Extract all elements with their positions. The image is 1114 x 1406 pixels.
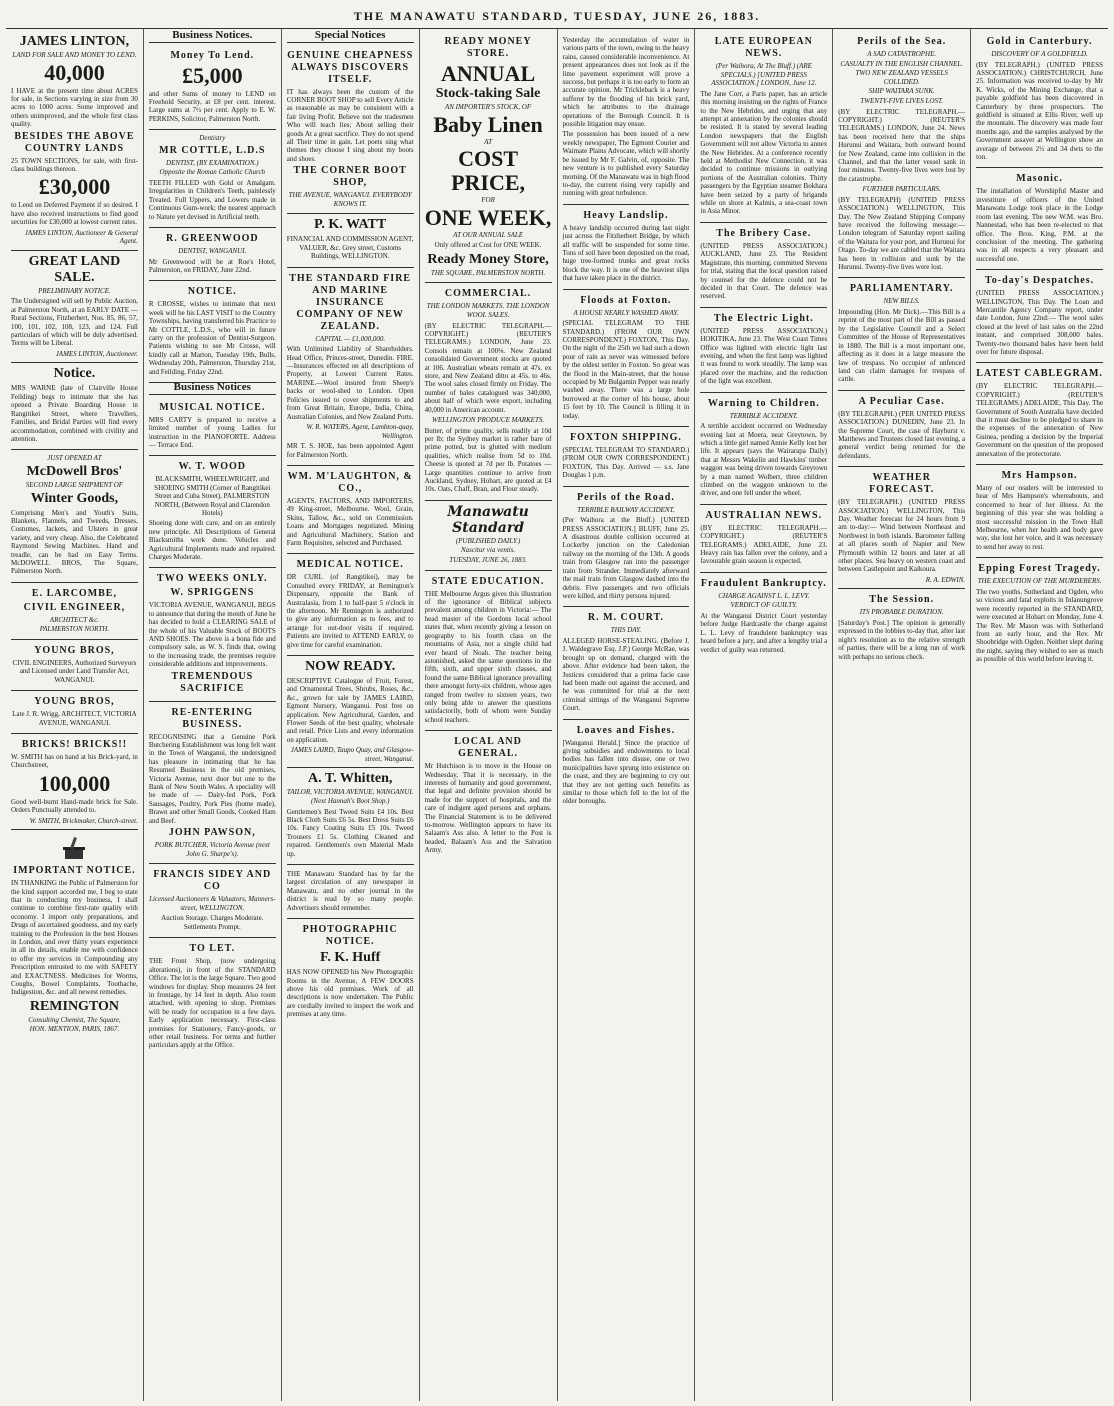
second-shipment: SECOND LARGE SHIPMENT OF <box>25 480 124 489</box>
floods-heading: Floods at Foxton. <box>580 294 672 306</box>
cottle-location: Opposite the Roman Catholic Church <box>159 168 266 177</box>
remington-sub: Consulting Chemist, The Square, <box>28 1015 121 1024</box>
floods-sub: A HOUSE NEARLY WASHED AWAY. <box>573 308 679 317</box>
paper-nameplate <box>425 501 552 571</box>
spriggens-ad <box>149 568 276 701</box>
loaves-article <box>563 720 690 812</box>
winter-text: Comprising Men's and Youth's Suits, Blankets, Flannels, and Tweeds, Dresses, Costumes, Jackets, and Ulsters in great variety, and very cheap. Also, the Celebrated Raymond Sewing Machines. Hand and treadle, can be had on Easy Terms. McDOWELL BROS, The Square, Palmerston North. <box>11 508 138 576</box>
sacrifice-heading: TREMENDOUS SACRIFICE <box>171 670 254 694</box>
column-7 <box>833 29 971 1401</box>
to-let-ad <box>149 938 276 1055</box>
shipping-article <box>563 427 690 487</box>
verdict: VERDICT OF GUILTY. <box>730 601 798 610</box>
just-opened: JUST OPENED AT <box>47 454 102 463</box>
capital: CAPITAL — £1,000,000. <box>315 334 386 343</box>
mortar-pestle-icon <box>57 835 91 863</box>
reentering-heading: RE-ENTERING BUSINESS. <box>171 706 254 730</box>
now-ready: NOW READY. <box>305 659 396 674</box>
larcombe-name: E. LARCOMBE, <box>31 587 117 599</box>
young-bros-ad-2 <box>11 691 138 734</box>
crosse-text: R CROSSE, wishes to intimate that next week will be his LAST VISIT to the Country Townships, having transferred his Practice to Mr COTTLE, L.D.S., who will in future carry on the profession of Dentist-Surgeon. Patients wishing to see Mr Crosse, will kindly call at Marton, Tuesday 19th, Bulls, Wednesday 20th, Palmerston, Thursday 21st, and Feilding, Friday 22nd. <box>148 300 276 376</box>
manawatu-notice <box>287 865 414 919</box>
landslip-article <box>563 205 690 290</box>
further-particulars: FURTHER PARTICULARS. <box>862 185 941 194</box>
lives-lost: TWENTY-FIVE LIVES LOST. <box>860 96 944 105</box>
todays-heading: To-day's Despatches. <box>985 275 1095 287</box>
london-markets: THE LONDON MARKETS. THE LONDON WOOL SALES. <box>426 302 550 319</box>
whitten-sub: TAILOR, VICTORIA AVENUE, WANGANUI. (Next Hannah's Boot Shop.) <box>286 788 414 806</box>
dentistry-label: Dentistry <box>199 134 226 143</box>
standard-text: With Unlimited Liability of Shareholders. Head Office, Princes-street, Dunedin. FIRE.—Insurances effected on all descriptions of Property, at Lowest Current Rates. MARINE.—Wool insured from Sheep's backs or wool-shed to London. Open Policies issued to cover shipments to and from Great Britain, Europe, India, China, Australian Colonies, and New Zealand Ports. <box>286 345 414 421</box>
loaves-text: [Wanganui Herald.] Since the practice of giving subsidies and endowments to local bodies has fallen into disuse, one or two municipalities have sprung into existence on the coast, and they are beginning to cry out that they are not getting such benefits as similar to those which fell to the lot of the older boroughs. <box>562 738 690 806</box>
fraud-article <box>700 573 827 660</box>
wellington-text: Butter, of prime quality, sells readily at 10d per lb; the Sydney market is rather bare of prime potted, but is glutted with medium qualities, which realise from 5d to 10d. Cheese is quoted at 7d per lb. Potatoes — Large quantities continue to arrive from Auckland, Sydney, Hobart, are quoted at £4 10s. Oats, Chaff, Bran, and Flour steady. <box>424 426 552 494</box>
at-our: AT OUR ANNUAL SALE <box>453 230 524 239</box>
peculiar-text: (BY TELEGRAPH.) (PER UNITED PRESS ASSOCIATION.) DUNEDIN, June 23. In the Supreme Court, the case of Hayhurst v. Matthews and Trustees closed last evening, a general verdict being returned for the defendants. <box>838 409 966 460</box>
electric-article <box>700 308 827 393</box>
sidey-text: Auction Storage. Charges Moderate. Settlements Prompt. <box>161 914 264 931</box>
fraud-sub: CHARGE AGAINST L. L. LEVY. <box>718 591 810 600</box>
laird-ad <box>287 656 414 768</box>
local-heading: LOCAL AND GENERAL. <box>454 736 522 760</box>
further-text: (BY TELEGRAPH) (UNITED PRESS ASSOCIATION.) WELLINGTON, This Day. The New Zealand Shipping Company have received the following message:— London telegram of Saturday report sailing of the Waitara for your port, and Hurunui for Otago. To-day we are cabled that the Waitara has been in collision and sunk by the Hurunui. Twenty-five lives were lost. <box>838 195 966 272</box>
european-sub: (Per Waihora, At The Bluff.) (ARE SPECIALS.) [UNITED PRESS ASSOCIATION.] LONDON, June 12. <box>711 62 817 88</box>
lend-text: to Lend on Deferred Payment if so desired. I have also received instructions to find good securities for £30,000 at lowest current rates. <box>11 201 138 227</box>
epping-sub: THE EXECUTION OF THE MURDERERS. <box>977 577 1102 586</box>
parliamentary-article <box>838 278 965 390</box>
town-sections: 25 TOWN SECTIONS, for sale, with first-class buildings thereon. <box>11 156 138 174</box>
cottle-ad <box>149 130 276 228</box>
session-heading: The Session. <box>869 594 935 606</box>
latest-text: (BY ELECTRIC TELEGRAPH.—COPYRIGHT.) (REUTER'S TELEGRAMS.) ADELAIDE, This Day. The Government of South Australia have decided that it must decline to be pledged to share in the expenses of the annexation of New Guinea, pending a decision by the Imperial Government on the question of the proposed annexation of the protectorate. <box>976 382 1103 458</box>
warning-heading: Warning to Children. <box>707 397 820 409</box>
parliamentary-text: Impounding (Hon. Mr Dick).—This Bill is a reprint of the most part of the Bill as passed by the Legislative Council and a Select Committee of the House of Representatives in 1880. The Bill is a most important one, affecting as it does in a large measure the law of trespass. No occupier of unfenced land can claim damages for trespass of cattle. <box>838 308 966 384</box>
whitten-name: A. T. Whitten, <box>307 771 393 787</box>
warning-sub: TERRIBLE ACCIDENT. <box>729 411 798 420</box>
huff-name: F. K. Huff <box>320 950 381 966</box>
bricks-more: Good well-burnt Hand-made brick for Sale. Orders Punctually attended to. <box>11 797 138 815</box>
education-heading: STATE EDUCATION. <box>431 575 545 587</box>
two-weeks: TWO WEEKS ONLY. <box>157 573 268 585</box>
musical-ad <box>149 397 276 457</box>
importer: AN IMPORTER'S STOCK, OF <box>444 103 532 111</box>
edwin-signature: R. A. EDWIN. <box>925 575 966 584</box>
acres-number: 40,000 <box>44 59 105 85</box>
business-notices-header-2: Business Notices <box>149 383 276 395</box>
sidey-name: FRANCIS SIDEY AND CO <box>153 869 272 893</box>
remington-ad <box>11 830 138 1039</box>
rm-court-text: ALLEGED HORSE-STEALING. (Before J. J. Waldegrave Esq. J.P.) George McRae, was brought up on demand, charged with the above. After evidence had been taken, the Justices considered that a prima facie case had been made out against the accused, and he was committed for trial at the next criminal sittings of the Wanganui Supreme Court. <box>562 636 690 713</box>
commercial-heading: COMMERCIAL. <box>444 288 532 300</box>
corner-boot-sub: THE AVENUE, WANGANUI. EVERYBODY KNOWS IT. <box>288 191 412 208</box>
besides-heading: BESIDES THE ABOVE COUNTRY LANDS <box>14 130 135 154</box>
two-nz-vessels: TWO NEW ZEALAND VESSELS COLLIDED. <box>855 69 948 86</box>
warning-text: A terrible accident occurred on Wednesday evening last at Moera, near Greytown, by which a little girl named Annie Kelly lost her life. It appears (says the Wairarapa Daily) that at Messrs Wakelin and Hawkins' timber waggon was being driven towards Greytown by a man named Wolbert, three children climbed on the waggon unknown to the driver, and one fell under the wheel. <box>700 422 828 498</box>
for-label: FOR <box>481 196 495 205</box>
session-text: [Saturday's Post.] The opinion is generally expressed in the lobbies to-day that, after last night's resolution as to the relative strength of parties, there will be a long run of work with perhaps no serious check. <box>838 619 966 661</box>
peculiar-article <box>838 391 965 467</box>
masonic-article <box>976 168 1103 270</box>
perils-sea-article <box>838 31 965 278</box>
rm-court-heading: R. M. COURT. <box>587 612 665 624</box>
perils-road-sub: TERRIBLE RAILWAY ACCIDENT. <box>577 505 675 514</box>
special-notices-header: Special Notices <box>287 31 414 43</box>
column-4 <box>420 29 558 1401</box>
wood-text: Shoeing done with care, and on an entirely new principle. All Descriptions of General Blacksmiths work done. Vehicles and Agricultural Implements made and repaired. Charges Moderate. <box>148 519 276 561</box>
gold-sub: DISCOVERY OF A GOLDFIELD. <box>991 50 1088 58</box>
great-land-text: The Undersigned will sell by Public Auction, at Palmerston North, at an EARLY DATE — Rural Sections, Fitzherbert, Nos. 85, 86, 57, 100, 101, 102, 108, 123, and 124. Full particulars of which will be duly advertised. Terms will be Liberal. <box>11 297 138 348</box>
laird-signature: JAMES LAIRD, Taupo Quay, and Glasgow-street, Wanganui. <box>290 746 414 763</box>
watt-name: P. K. WATT <box>314 217 387 233</box>
remington-honour: HON. MENTION, PARIS, 1867. <box>29 1025 120 1034</box>
gold-text: (BY TELEGRAPH.) (UNITED PRESS ASSOCIATION.) CHRISTCHURCH, June 25. Information was received to-day by Mr K. Wicks, of the Mining Exchange, that a payable goldfield has been discovered in Canterbury by three prospectors. The goldfield is situated at Ellis River, well up the mountain. The discovery was made four months ago, and the samples analysed by the Government assayer at Wellington show an average of between 2½ and 34 dwts to the ton. <box>976 60 1103 162</box>
catastrophe: A SAD CATASTROPHE. <box>867 50 937 58</box>
mclaughton-name: WM. M'LAUGHTON, & CO., <box>287 470 413 494</box>
watt-sub: FINANCIAL AND COMMISSION AGENT, VALUER, &c. Grey street, Customs Buildings, WELLINGTON. <box>286 235 414 261</box>
epping-text: The two youths, Sutherland and Ogden, who so vicious and fatal exploits in Inlanungrove were recently reported in the STANDARD, were executed at Hobart on Monday, June 4. The Rev. Mr Mason was with Sutherland from an early hour, and the Rev. Mr Shoobridge with Ogden. Neither slept during the night, saying they wished to see as much as possible of this world before leaving it. <box>976 587 1103 664</box>
notice-heading: Notice. <box>53 366 96 382</box>
hampson-heading: Mrs Hampson. <box>1001 470 1078 482</box>
only-offered: Only offered at Cost for ONE WEEK. <box>434 241 542 250</box>
pawson-sub: PORK BUTCHER, Victoria Avenue (next John G. Sharpe's). <box>154 841 270 858</box>
money-text: and other Sums of money to LEND on Freehold Security, at £8 per cent. interest. Large sums at 7½ per cent. Apply to E. W. PERKINS, Solicitor, Palmerston North. <box>148 89 276 123</box>
money-amount: £5,000 <box>182 62 243 88</box>
australian-heading: AUSTRALIAN NEWS. <box>705 509 823 521</box>
young-bros-2: YOUNG BROS, <box>34 696 115 708</box>
column-8 <box>971 29 1108 1401</box>
epping-heading: Epping Forest Tragedy. <box>978 563 1101 575</box>
latest-article <box>976 363 1103 465</box>
waitara-sunk: SHIP WAITARA SUNK. <box>868 87 935 96</box>
bribery-heading: The Bribery Case. <box>716 227 812 239</box>
hampson-text: Many of our readers will be interested to hear of Mrs Hampson's whereabouts, and concerned to hear of her illness. At the beginning of this year she was holding a most successful mission in the Town Hall Melbourne, when her health and body gave way, she lost her voice, and it was necessary to send her away to rest. <box>976 484 1103 551</box>
linton-ad <box>11 31 138 251</box>
masonic-text: The installation of Worshipful Master and investiture of officers of the United Manawatu Lodge took place in the Lodge room last evening. The new W.M. was Bro. Nannestad, who has been re-elected to that office. The Bros. King, P.M. at the conclusion of the meeting. The gathering was in all respects a very pleasant and successful one. <box>976 187 1103 263</box>
young-bros-ad-1 <box>11 640 138 691</box>
weather-article <box>838 467 965 589</box>
peculiar-heading: A Peculiar Case. <box>858 395 945 407</box>
lend-amount: £30,000 <box>38 174 111 200</box>
greenwood-text: Mr Greenwood will be at Roe's Hotel, Palmerston, on FRIDAY, June 22nd. <box>148 257 276 275</box>
great-land-heading: GREAT LAND SALE. <box>28 253 121 285</box>
wood-sub: BLACKSMITH, WHEELWRIGHT, and SHOEING SMITH (Corner of Rangitikei Street and Cuba Street), PALMERSTON NORTH, (Between Royal and Clarendon Hotels) <box>154 475 271 517</box>
warning-article <box>700 393 827 505</box>
mcdowell-name: McDowell Bros' <box>26 463 123 479</box>
published-daily: (PUBLISHED DAILY.) <box>455 536 521 545</box>
this-day: THIS DAY. <box>610 626 642 635</box>
corner-boot-name: THE CORNER BOOT SHOP, <box>293 165 407 189</box>
local-continued <box>563 31 690 205</box>
new-bills: NEW BILLS. <box>883 297 920 306</box>
column-2 <box>144 29 282 1401</box>
local-general <box>425 731 552 860</box>
local-text-2: The possession has been issued of a new weekly newspaper, The Egmont Courier and Waimate Plains Advocate, which will shortly be issued by Mr F. Galvin, of, opposite. The new venture is to published every Saturday morning. Of the Manawatu was in high flood to-day, the current rising very rapidly and running with great turbulence. <box>562 130 690 198</box>
annual: ANNUAL <box>441 61 536 86</box>
remington-name: REMINGTON <box>29 998 120 1014</box>
latest-heading: LATEST CABLEGRAM. <box>976 368 1103 380</box>
cottle-sub: DENTIST, (BY EXAMINATION.) <box>166 158 259 167</box>
linton-signature: JAMES LINTON, Auctioneer & General Agent. <box>24 228 138 246</box>
great-land-sale-ad <box>11 251 138 364</box>
shipping-heading: FOXTON SHIPPING. <box>569 432 682 444</box>
bricks-heading: BRICKS! BRICKS!! <box>21 738 128 750</box>
business-notices-header: Business Notices. <box>149 31 276 43</box>
bricks-ad <box>11 734 138 830</box>
epping-article <box>976 558 1103 669</box>
columns <box>6 28 1108 1401</box>
mcdowell-ad <box>11 450 138 582</box>
waters-signature: W. R. WATERS, Agent, Lambton-quay, Wellington. <box>306 422 414 440</box>
young-bros-2-sub: Late J. R. Wrigg, ARCHITECT, VICTORIA AVENUE, WANGANUI. <box>12 710 137 727</box>
baby-linen: Baby Linen <box>433 111 543 137</box>
money-to-lend-ad <box>149 45 276 131</box>
now-ready-text: DESCRIPTIVE Catalogue of Fruit, Forest, and Ornamental Trees, Shrubs, Roses, &c., &c., grown for sale by JAMES LAIRD, Egmont Nursery, Wanganui. Post free on application. New Agricultural, Garden, and Flower Seeds of the best quality, wholesale and retail. Price Lists and every information on application. <box>286 677 414 744</box>
palmerston-north: PALMERSTON NORTH. <box>39 625 110 634</box>
column-3 <box>282 29 420 1401</box>
spriggens-name: W. SPRIGGENS <box>170 587 255 599</box>
greenwood-ad <box>149 228 276 281</box>
pawson-ad <box>149 702 276 865</box>
genuine-heading: GENUINE CHEAPNESS ALWAYS DISCOVERS ITSELF. <box>287 49 414 85</box>
winter-goods: Winter Goods, <box>30 490 119 506</box>
european-news <box>700 31 827 223</box>
genuine-text: IT has always been the custom of the CORNER BOOT SHOP to sell Every Article as reasonable as may be consistent with a fair living Profit. Believe not the tradesmen Who will teach lies; About selling their goods At a great sacrifice. They do not spend all Their time in gain. Let poets sing what themes they choose I sing about my boots and shoes. <box>286 87 414 163</box>
bribery-article <box>700 223 827 308</box>
electric-heading: The Electric Light. <box>713 312 814 324</box>
mclaughton-text: AGENTS, FACTORS, AND IMPORTERS, 49 King-street, Melbourne. Wool, Grain, Skins, Tallow, &c., sold on Commission. Loans and Mortgages negotiated. Mining and Agricultural Machinery, Station and Farm Requisites, selected and Purchased. <box>286 496 414 547</box>
whitten-ad <box>287 768 414 865</box>
education-article <box>425 571 552 732</box>
musical-heading: MUSICAL NOTICE. <box>159 401 266 413</box>
column-5 <box>558 29 696 1401</box>
hoe-text: MR T. S. HOE, has been appointed Agent for Palmerston North. <box>286 442 414 459</box>
european-heading: LATE EUROPEAN NEWS. <box>714 36 813 59</box>
money-heading: Money To Lend. <box>170 49 255 61</box>
ready-money-ad <box>425 31 552 283</box>
linton-name: JAMES LINTON, <box>19 34 130 49</box>
shipping-text: (SPECIAL TELEGRAM TO STANDARD.) (FROM OUR OWN CORRESPONDENT.) FOXTON, This Day. Arrived — s.s. Jane Douglas 1 p.m. <box>562 446 690 480</box>
session-article <box>838 589 965 667</box>
electric-text: (UNITED PRESS ASSOCIATION.) HOKITIKA, June 23. The West Coast Times Office was lighted with electric light last evening, and when the first lamp was lighted it was found to work steadily. The lamp was placed over the machine, and the reduction of the light was excellent. <box>700 326 828 386</box>
london-text: (BY ELECTRIC TELEGRAPH.—COPYRIGHT.) (REUTER'S TELEGRAMS.) LONDON, June 23. Consols remain at 100⅛. New Zealand consolidated Government stocks are quoted at 106. Australian wheats remain at 47s. ex store, and New Zealand ditto at 45s. to 46s. The wool sales closed firmly on Friday. The number of bales catalogued was 340,000, about half of which were export, including 40,000 in American account. <box>424 321 552 414</box>
linton-auctioneer: JAMES LINTON, Auctioneer. <box>55 349 138 358</box>
column-1 <box>6 29 144 1401</box>
fraud-text: At the Wanganui District Court yesterday before Judge Hardcastle the charge against L. L. Levy of fraudulent bankruptcy was heard before a jury, and after a lengthy trial a verdict of guilty was returned. <box>700 612 828 654</box>
manawatu-notice-text: THE Manawatu Standard has by far the largest circulation of any newspaper in Manawatu, and no other journal in the district is read by so many people. Advertisers should remember. <box>286 870 414 912</box>
linton-sub: LAND FOR SALE AND MONEY TO LEND. <box>12 51 137 59</box>
wellington-markets: WELLINGTON PRODUCE MARKETS. <box>432 416 545 425</box>
perils-sea-text: (BY ELECTRIC TELEGRAPH.—COPYRIGHT.) (REUTER'S TELEGRAMS.) LONDON, June 24. News has been received here that the ships Hurunui and Waitara, both outward bound for New Zealand, came into collision in the Channel, and that the latter vessel sank in four minutes. Twenty-five lives were lost by the catastrophe. <box>838 107 966 183</box>
larcombe-ad <box>11 583 138 640</box>
prelim-notice: PRELIMINARY NOTICE. <box>38 286 111 295</box>
fraud-heading: Fraudulent Bankruptcy. <box>700 577 827 589</box>
standard-heading: THE STANDARD FIRE AND MARINE INSURANCE COMPANY OF NEW ZEALAND. <box>289 272 412 332</box>
civil-engineer: CIVIL ENGINEER, <box>23 601 126 613</box>
wood-ad <box>149 456 276 568</box>
acres-text: I HAVE at the present time about ACRES for sale, in Sections varying in size from 30 acres to 1000 acres. Some improved and others unimproved, and the whole first class quality. <box>11 86 138 129</box>
important-text: IN THANKING the Public of Palmerston for the kind support accorded me, I beg to state that in conducting my business, I shall continue to combine first-rate quality with economy. I import only preparations, and Drugs of ascertained goodness, and my early training to the Profession in the best Houses in London, and over thirty years experience in all its details, enable me with confidence to offer my services in Compounding any Prescription entrusted to me with SAFETY and EXACTNESS. Medicines for Worms, Coughs, Bowel Complaints, Toothache, Indigestion, &c. and all newest remedies. <box>11 879 138 997</box>
perils-road-heading: Perils of the Road. <box>576 491 675 503</box>
standard-insurance-ad <box>287 268 414 466</box>
sidey-ad <box>149 864 276 938</box>
local-text: Mr Hutchison is to move in the House on Wednesday, That it is necessary, in the interests of humanity and good government, that legal and definite provision should be made for the support of hospitals, and the care of indigent aged persons and orphans. The Financial Statement is to be delivered to-morrow. Wellington appears to have its Salaam's Ass also. A letter to the Post is headed, Balaam's Ass and the Salvation Army. <box>424 762 552 855</box>
issue-date: TUESDAY, JUNE 26, 1883. <box>449 556 527 565</box>
whitten-text: Gentlemen's Best Tweed Suits £4 10s. Best Black Cloth Suits £6 5s. Best Dress Suits £6 10s. Fancy Coating Suits £5 10s. Tweed Trousers £1 5s. Clothing Cleaned and repaired. Gentlemen's own Material Made up. <box>286 807 414 858</box>
commercial-section <box>425 283 552 501</box>
ready-money-heading: READY MONEY STORE. <box>444 36 532 59</box>
ready-money-store: Ready Money Store, <box>427 251 549 267</box>
photo-heading: PHOTOGRAPHIC NOTICE. <box>302 924 398 948</box>
motto: Nascitur via ventis. <box>460 546 516 555</box>
spriggens-text: VICTORIA AVENUE, WANGANUI, BEGS to announce that during the month of June he has decided to hold a CLEARING SALE of the whole of his Valuable Stock of BOOTS AND SHOES. The above is a bona fide and compulsory sale, as W. S. finds that, owing to the increasing trade, the premises require considerable additions and improvements. <box>148 601 276 669</box>
todays-text: (UNITED PRESS ASSOCIATION.) WELLINGTON, This Day. The Loan and Mercantile Agency Company report, under date London, June 22nd:— The wool sales closed at the level of last sales on the 22nd instant, and comprised 308,000 bales. Twenty-two thousand bales have been held over for future disposal. <box>976 289 1103 356</box>
gold-heading: Gold in Canterbury. <box>986 36 1093 47</box>
to-let-heading: TO LET. <box>189 943 236 955</box>
architect: ARCHITECT &c. <box>49 615 100 624</box>
loaves-heading: Loaves and Fishes. <box>576 724 676 736</box>
floods-article <box>563 290 690 427</box>
sidey-sub: Licensed Auctioneers & Valuators, Manners-street, WELLINGTON. <box>149 895 276 912</box>
medical-ad <box>287 554 414 656</box>
australian-text: (BY ELECTRIC TELEGRAPH.—COPYRIGHT.) (REUTER'S TELEGRAMS.) ADELAIDE, June 23. Heavy rain has fallen over the colony, and a favourable grain season is expected. <box>700 523 828 566</box>
weather-text: (BY TELEGRAPH.) (UNITED PRESS ASSOCIATION.) WELLINGTON, This Day. Weather forecast for 24 hours from 9 am to-day:— Wind between Northeast and Northwest in both islands. Barometer falling at all places south of Napier and New Plymouth within 12 hours and later at all other places. Sea heavy on western coast and between Castlepoint and Kaikoura. <box>838 498 966 574</box>
smith-signature: W. SMITH, Brickmaker, Church-street. <box>29 816 138 825</box>
landslip-heading: Heavy Landslip. <box>583 209 669 221</box>
bricks-text: W. SMITH has on hand at his Brick-yard, in Churchstreet, <box>11 752 138 770</box>
one-week: ONE WEEK, <box>424 204 552 230</box>
notice-ad <box>11 363 138 450</box>
gold-article <box>976 31 1103 168</box>
parliamentary-heading: PARLIAMENTARY. <box>849 283 954 295</box>
local-text-1: Yesterday the accumulation of water in various parts of the town, owing to the heavy rains, caused considerable inconvenience. At present appearances does not look as if the lime pavement experiment will prove a success, but perhaps it is too early to form an accurate opinion. Mr Trickleback is a heavy sufferer by the flooding of his brick yard, which he attributes to the drainage operations of the Borough Council. It is possible litigation may ensue. <box>562 36 690 129</box>
wood-name: W. T. WOOD <box>178 461 247 473</box>
huff-ad <box>287 919 414 1024</box>
bricks-number: 100,000 <box>38 770 111 796</box>
musical-text: MRS CARTY is prepared to receive a limited number of young Ladies for instruction in the PIANOFORTE. Address — Terrace End. <box>148 415 276 449</box>
crosse-notice <box>149 281 276 383</box>
pawson-name: JOHN PAWSON, <box>168 827 256 839</box>
important-notice: IMPORTANT NOTICE. <box>13 865 136 877</box>
perils-road-article <box>563 487 690 608</box>
notice-label: NOTICE. <box>187 286 237 298</box>
education-text: THE Melbourne Argus gives this illustration of the ignorance of Biblical subjects prevalent among children in Victoria:— The head master of the Gordons local school states that, when recently giving a lesson on geography to his fourth class on the mountains of Asia, not a single child had ever heard of Noah. The teacher being astonished, asked the same questions in the fifth, sixth, and upper sixth classes, and found the same Biblical ignorance prevailing there amongst forty-six children, whose ages ranged from twelve to sixteen years, two only being able to answer the questions satisfactorily, both of whom were Sunday school teachers. <box>424 589 552 724</box>
notice-text: MRS WARNE (late of Clairville House Feilding) begs to intimate that she has opened a Private Boarding House in Rangitikei Street, where Travellers, Families, and Bridal Parties will find every accommodation, combined with civility and attention. <box>11 384 138 443</box>
cost-price: COST PRICE, <box>451 146 526 196</box>
mclaughton-ad <box>287 466 414 554</box>
australian-article <box>700 505 827 573</box>
at-label: AT <box>484 137 493 146</box>
european-text: The Jane Corr, a Paris paper, has an article this morning insisting on the rights of France to the New Hebrides, and urging that any attempt at annexation by the colonies should be resisted. It is stated by several leading London newspapers that the English Government will not allow Victoria to annex the New Hebrides. At a conference recently held at Methodist New Connection, it was decided to continue missions in outlying portions of the Australian colonies. Thirty passengers by the Egyptian steamer Bokhara have been seized by a party of brigands while on shore at Kalmis, a sea-coast town in Asia Minor. <box>700 89 828 216</box>
paper-name: Manawatu Standard <box>447 503 529 536</box>
todays-article <box>976 270 1103 363</box>
column-6 <box>695 29 833 1401</box>
greenwood-name: R. GREENWOOD <box>166 233 259 245</box>
watt-ad <box>287 214 414 267</box>
medical-heading: MEDICAL NOTICE. <box>296 559 404 571</box>
rm-court-article <box>563 607 690 719</box>
young-bros-1-sub: CIVIL ENGINEERS, Authorized Surveyors and Licensed under Land Transfer Act, WANGANUI. <box>12 658 137 684</box>
floods-text: (SPECIAL TELEGRAM TO THE STANDARD.) (FROM OUR OWN CORRESPONDENT.) FOXTON, This Day. On the night of the 25th we had such a down pour of rain as never was witnessed before by the oldest settler in Foxton. So great was the flood in the Main-street, that the house occupied by Mr Bulgamin Pepper was nearly washed away. There was a large hole burrowed at the corner of his house, about 15 feet by 10. The Council is filling it in today. <box>562 319 690 420</box>
stocktaking: Stock-taking Sale <box>435 86 541 101</box>
greenwood-sub: DENTIST, WANGANUI. <box>178 247 247 256</box>
casualty: CASUALTY IN THE ENGLISH CHANNEL. <box>840 59 963 68</box>
cottle-name: MR COTTLE, L.D.S <box>159 144 266 156</box>
medical-text: DR CURL (of Rangitikei), may be Consulted every FRIDAY, at Remington's Dispensary, opposite the Bank of Australasia, from 1 to half-past 5 o'clock in the afternoon. Mr Remington is authorized to give any information as to fees, and to arrange for out-door visits if required. Patients are invited to ATTEND EARLY, to give time for careful examination. <box>286 573 414 649</box>
reentering-text: RECOGNISING that a Genuine Pork Butchering Establishment was long felt want in the Town of Wanganui, the undersigned has pleasure in intimating that he has Resumed Business in the old premises, Victoria Avenue, next door but one to the Bank of New South Wales. A speciality will be made of — Dairy-fed Pork, Pork Sausages, Poultry, Pork Pies (home made), Brawn and other Small Goods, Cooked Ham and Beef. <box>148 732 276 825</box>
corner-boot-ad <box>287 45 414 215</box>
perils-sea-heading: Perils of the Sea. <box>857 36 947 47</box>
weather-heading: WEATHER FORECAST. <box>869 472 935 496</box>
masonic-heading: Masonic. <box>1016 173 1063 185</box>
the-square: THE SQUARE, PALMERSTON NORTH. <box>430 268 546 277</box>
bribery-text: (UNITED PRESS ASSOCIATION.) AUCKLAND, June 23. The Resident Magistrate, this morning, committed Stevens for trial, stating that the local question raised by counsel for the defence could not be decided in that Court. The defence was reserved. <box>700 241 828 301</box>
to-let-text: THE Front Shop, (now undergoing alterations), in front of the STANDARD Office. The lot is the large Square. Two good windows for display. Shop measures 24 feet in frontage, by 14 feet in depth. Also room attached, with opening to shop. Premises will be ready for occupation in a few days. Early application necessary. First-class premises for Stationery, Fancy-goods, or other retail business. For terms and further particulars apply at the Office. <box>148 957 276 1050</box>
landslip-text: A heavy landslip occurred during last night just across the Fitzherbert Bridge, by which all traffic will be suspended for some time. Tons of soil have been deposited on the road, huge tree-formed trunks and great rocks block the way. It is one of the heaviest slips that have taken place in the district. <box>562 223 690 283</box>
perils-road-text: (Per Waihora at the Bluff.) [UNITED PRESS ASSOCIATION.] BLUFF, June 25. A disastrous double collision occurred at Lockerby junction on the Caledonian railway on the morning of the 13th. A goods train from Glasgow ran into the passenger train from Strander. Immediately afterward the mail train from Glasgow dashed into the debris. Five passengers and two officials were killed, and thirty persons injured. <box>562 516 690 600</box>
session-sub: ITS PROBABLE DURATION. <box>859 608 944 617</box>
young-bros-1: YOUNG BROS, <box>34 644 115 656</box>
cottle-text: TEETH FILLED with Gold or Amalgam. Irregularities in Children's Teeth, painlessly Treated. Full Uppers, and Lowers made in Continuous Gum-work; the nearest approach to Nature yet devised in Artificial teeth. <box>148 179 276 221</box>
huff-text: HAS NOW OPENED his New Photographic Rooms in the Avenue, A FEW DOORS above his old premises. Work of all descriptions is now undertaken. The Public are cordially invited to inspect the work and premises at any time. <box>286 968 414 1019</box>
hampson-article <box>976 465 1103 558</box>
masthead: THE MANAWATU STANDARD, TUESDAY, JUNE 26, 1883. <box>353 9 761 23</box>
